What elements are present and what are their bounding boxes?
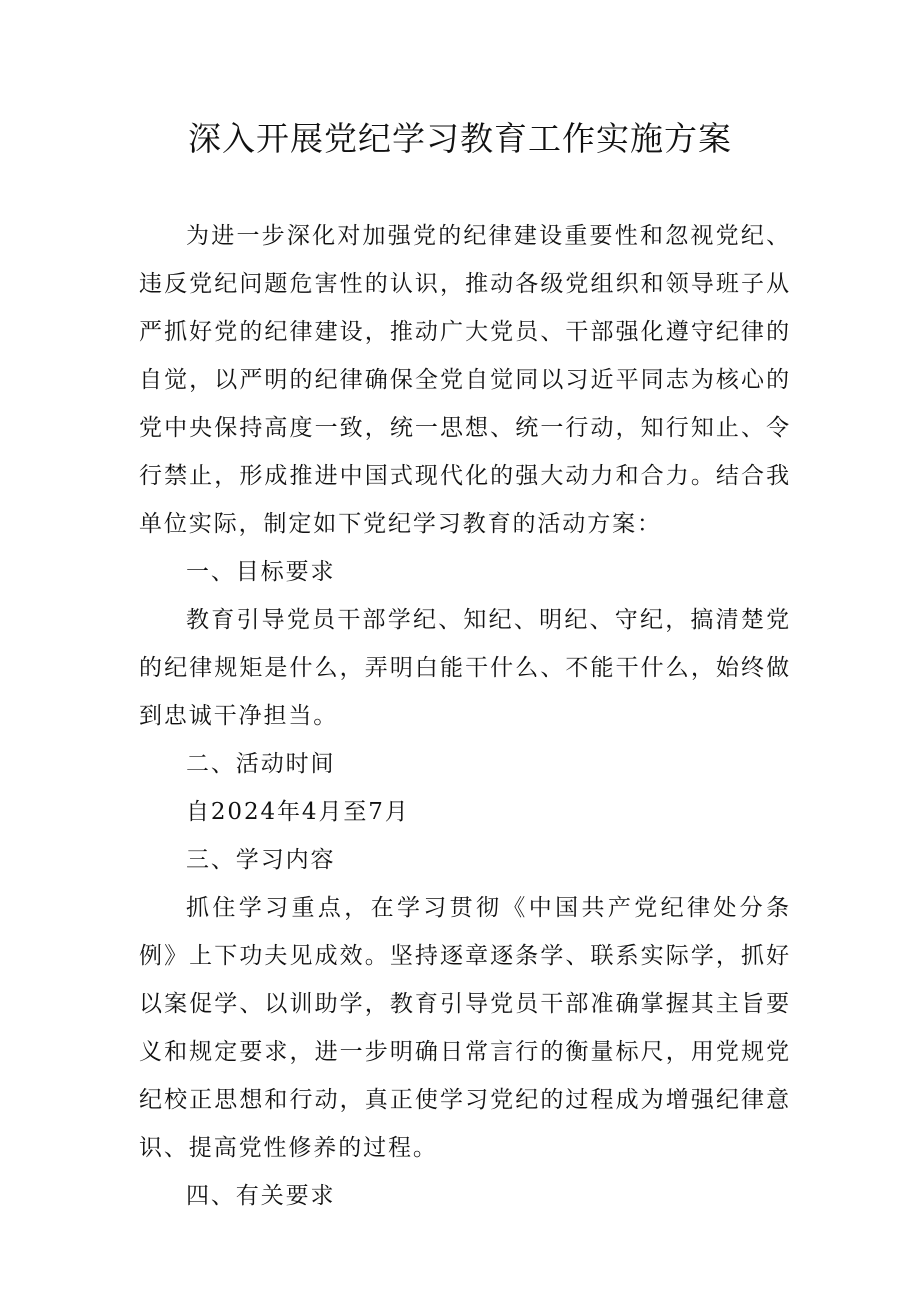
section-text-content: 抓住学习重点，在学习贯彻《中国共产党纪律处分条例》上下功夫见成效。坚持逐章逐条学、联系实际学，抓好以案促学、以训助学，教育引导党员干部准确掌握其主旨要义和规定要求，进一步明确日常言行的衡量标尺，用党规党纪校正思想和行动，真正使学习党纪的过程成为增强纪律意识、提高党性修养的过程。 <box>139 895 791 1161</box>
document-body <box>139 212 791 1220</box>
section-heading-requirements: 四、有关要求 <box>186 1183 336 1209</box>
intro-paragraph: 为进一步深化对加强党的纪律建设重要性和忽视党纪、违反党纪问题危害性的认识，推动各级党组织和领导班子从严抓好党的纪律建设，推动广大党员、干部强化遵守纪律的自觉，以严明的纪律确保全党自觉同以习近平同志为核心的党中央保持高度一致，统一思想、统一行动，知行知止、令行禁止，形成推进中国式现代化的强大动力和合力。结合我单位实际，制定如下党纪学习教育的活动方案： <box>139 223 791 537</box>
section-text-goals: 教育引导党员干部学纪、知纪、明纪、守纪，搞清楚党的纪律规矩是什么，弄明白能干什么、不能干什么，始终做到忠诚干净担当。 <box>139 607 791 729</box>
section-heading-content: 三、学习内容 <box>186 847 336 873</box>
section-text-time: 自2024年4月至7月 <box>186 799 410 825</box>
section-heading-time: 二、活动时间 <box>186 751 336 777</box>
section-heading-goals: 一、目标要求 <box>186 559 336 585</box>
document-title: 深入开展党纪学习教育工作实施方案 <box>188 119 732 158</box>
